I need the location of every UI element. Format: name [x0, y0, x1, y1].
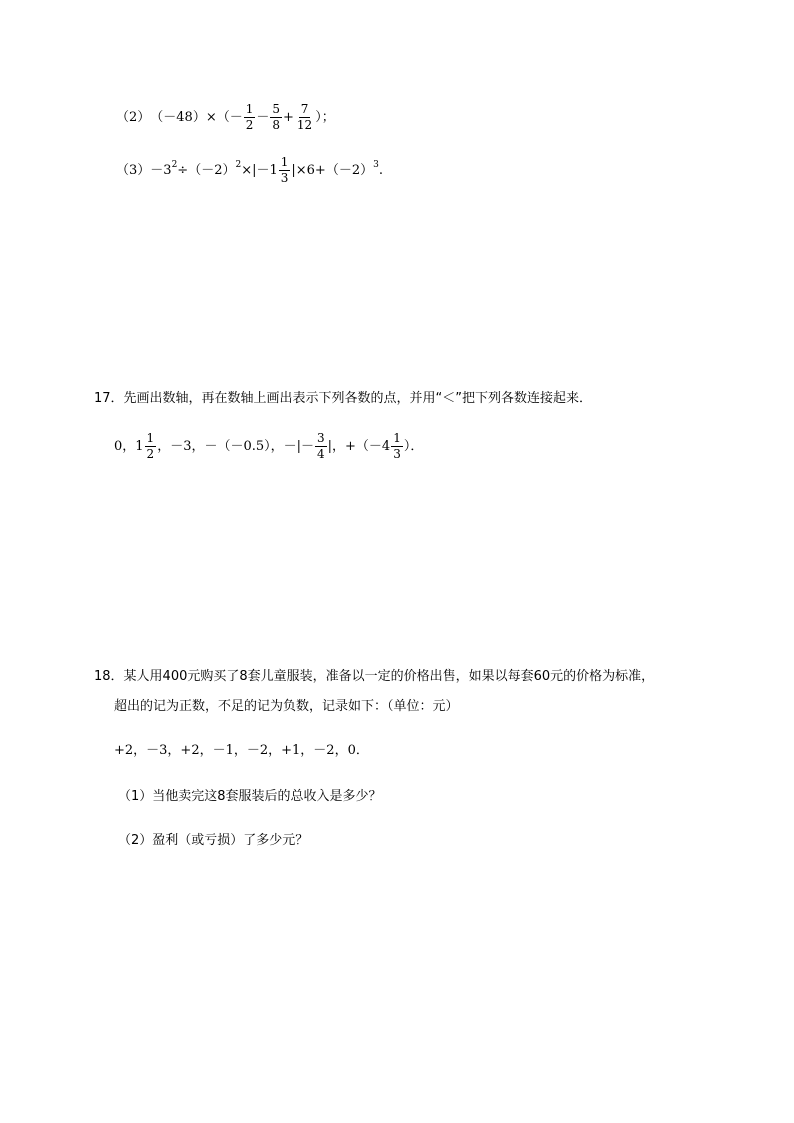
- fraction-one-half: $\frac{1}{2}$: [245, 102, 254, 133]
- term-c: ×|－1: [241, 163, 278, 179]
- term-a: －3: [150, 163, 172, 179]
- problem-16-part-2: [116, 103, 335, 132]
- problem-18-line-1: 18．某人用400元购买了8套儿童服装，准备以一定的价格出售，如果以每套60元的价格为标准，: [94, 669, 655, 684]
- number-segment-1: 0，1: [114, 439, 144, 455]
- number-segment-2: ，－3，－（－0.5），－|－: [157, 439, 315, 455]
- fraction-seven-twelfths: $\frac{7}{12}$: [296, 102, 313, 133]
- part-label: （3）: [116, 163, 151, 179]
- fraction-one-third: $\frac{1}{3}$: [393, 431, 401, 462]
- exponent-a: 2: [171, 160, 178, 171]
- problem-18-line-2: 超出的记为正数，不足的记为负数，记录如下：（单位：元）: [114, 699, 459, 714]
- expression-end: ）；: [315, 110, 335, 126]
- fraction-three-quarters: $\frac{3}{4}$: [317, 431, 325, 462]
- exponent-b: 2: [235, 160, 242, 171]
- problem-18-record: +2，－3，+2，－1，－2，+1，－2，0．: [114, 743, 369, 758]
- number-segment-3: |，+（－4: [327, 439, 391, 455]
- operator-plus: +: [283, 110, 294, 126]
- fraction-one-third: $\frac{1}{3}$: [280, 155, 289, 186]
- exponent-d: 3: [373, 160, 379, 171]
- part-label: （2）: [116, 110, 151, 126]
- term-e: .: [378, 163, 383, 179]
- fraction-one-half: $\frac{1}{2}$: [146, 431, 155, 462]
- problem-17-statement: 17．先画出数轴，再在数轴上画出表示下列各数的点，并用“＜”把下列各数连接起来．: [94, 391, 593, 406]
- fraction-five-eighths: $\frac{5}{8}$: [272, 102, 281, 133]
- problem-16-part-3: [116, 156, 383, 185]
- term-d: |×6+（－2）: [291, 163, 374, 179]
- problem-18-question-1: （1）当他卖完这8套服装后的总收入是多少？: [118, 789, 382, 804]
- problem-18-question-2: （2）盈利（或亏损）了多少元？: [118, 833, 309, 848]
- expression-start: （－48）×（－: [150, 110, 243, 126]
- number-segment-4: ）．: [403, 439, 424, 455]
- problem-17-numbers: [114, 432, 423, 461]
- operator-minus: －: [256, 110, 270, 126]
- term-b: ÷（－2）: [177, 163, 236, 179]
